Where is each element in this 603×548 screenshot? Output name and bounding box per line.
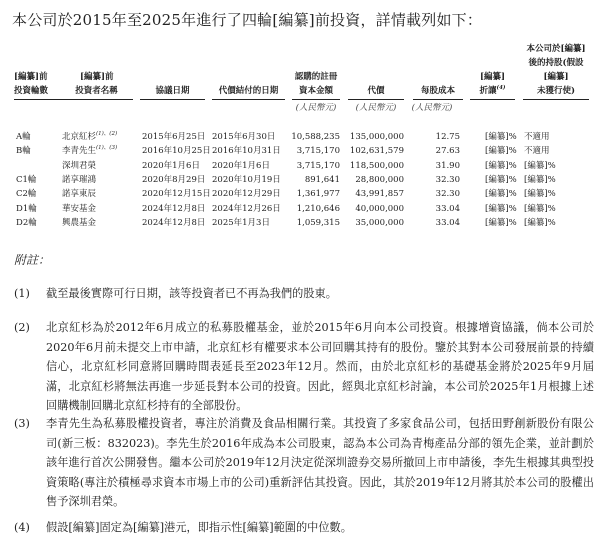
header-investor: [編纂]前 投資者名稱 (60, 70, 133, 100)
table-row: 深圳君榮 2020年1月6日 2020年1月6日 3,715,170 118,500,000 31.90 [編纂]% [編纂]% (62, 161, 556, 171)
header-holding: 本公司於[編纂] 後的持股(假設 [編纂] 未獲行使) (523, 42, 589, 100)
header-consideration: 代價 (348, 70, 404, 100)
notes-title: 附註： (14, 253, 51, 267)
note-item: (3) 李青先生為私募股權投資者，專注於消費及食品相關行業。其投資了多家食品公司，包括田野創新股份有限公司(新三板：832023)。李先生於2016年成為本公司股東，認為本公司為青梅產品分部的領先企業，並計劃於該年進行首次公開發售。繼本公司於2019年12月決定從深圳證券交易所撤回上市申請後，李先生根據其典型投資策略(專注於積極尋求資本市場上市的公司)重新評估其投資。因此，其於2019年12月將其於本公司的股權出售予深圳君榮。 (14, 417, 594, 508)
note-item: (4) 假設[編纂]固定為[編纂]港元，即指示性[編纂]範圍的中位數。 (14, 521, 352, 534)
note-item: (1) 截至最後實際可行日期，該等投資者已不再為我們的股東。 (14, 287, 337, 300)
header-settlement-date: 代價結付的日期 (212, 70, 285, 100)
unit-cost-per-share: (人民幣元) (411, 103, 453, 113)
header-capital: 認購的註冊 資本金額 (292, 70, 340, 100)
table-row: A輪 北京紅杉$^{(1)、(2)}$ 2015年6月25日 2015年6月30日 10,588,235 135,000,000 12.75 [編纂]% 不適用 (16, 131, 550, 142)
investor-name: 北京紅杉$^{(1)、(2)}$ (62, 131, 118, 142)
header-agreement-date: 協議日期 (140, 70, 205, 100)
note-item: (2) 北京紅杉為於2012年6月成立的私募股權基金，並於2015年6月向本公司投資。根據增資協議，倘本公司於2020年6月前未提交上市申請，北京紅杉有權要求本公司回購其持有的股份。鑒於其對本公司發展前景的持續信心，北京紅杉同意將回購時間表延長至2023年12月。然而，由於北京紅杉的基礎基金將於2025年9月屆滿，北京紅杉將無法再進一步延長對本公司的投資。因此，經與北京紅杉討論，本公司於2025年1月根據上述回購機制回購北京紅杉持有的全部股份。 (14, 321, 594, 412)
header-round: [編纂]前 投資輪數 (14, 70, 60, 100)
table-row: B輪 李青先生$^{(1)、(3)}$ 2016年10月25日 2016年10月31日 3,715,170 102,631,579 27.63 [編纂]% 不適用 (16, 145, 550, 156)
header-discount-label: 折讓$^{(4)}$ (470, 84, 515, 100)
header-cost-per-share: 每股成本 (413, 70, 463, 100)
unit-consideration: (人民幣元) (355, 103, 397, 113)
header-discount: [編纂] 折讓$^{(4)}$ (470, 70, 515, 100)
table-row: D1輪 華安基金 2024年12月8日 2024年12月26日 1,210,646 40,000,000 33.04 [編纂]% [編纂]% (16, 204, 556, 214)
investor-name: 李青先生$^{(1)、(3)}$ (62, 145, 118, 156)
unit-capital: (人民幣元) (295, 103, 337, 113)
table-row: C1輪 諾享璀鴻 2020年8月29日 2020年10月19日 891,641 28,800,000 32.30 [編纂]% [編纂]% (16, 175, 556, 185)
table-row: D2輪 興農基金 2024年12月8日 2025年1月3日 1,059,315 35,000,000 33.04 [編纂]% [編纂]% (16, 218, 556, 228)
table-row: C2輪 諾享東辰 2020年12月15日 2020年12月29日 1,361,977 43,991,857 32.30 [編纂]% [編纂]% (16, 189, 556, 199)
intro-paragraph: 本公司於2015年至2025年進行了四輪[編纂]前投資，詳情載列如下： (12, 11, 483, 29)
